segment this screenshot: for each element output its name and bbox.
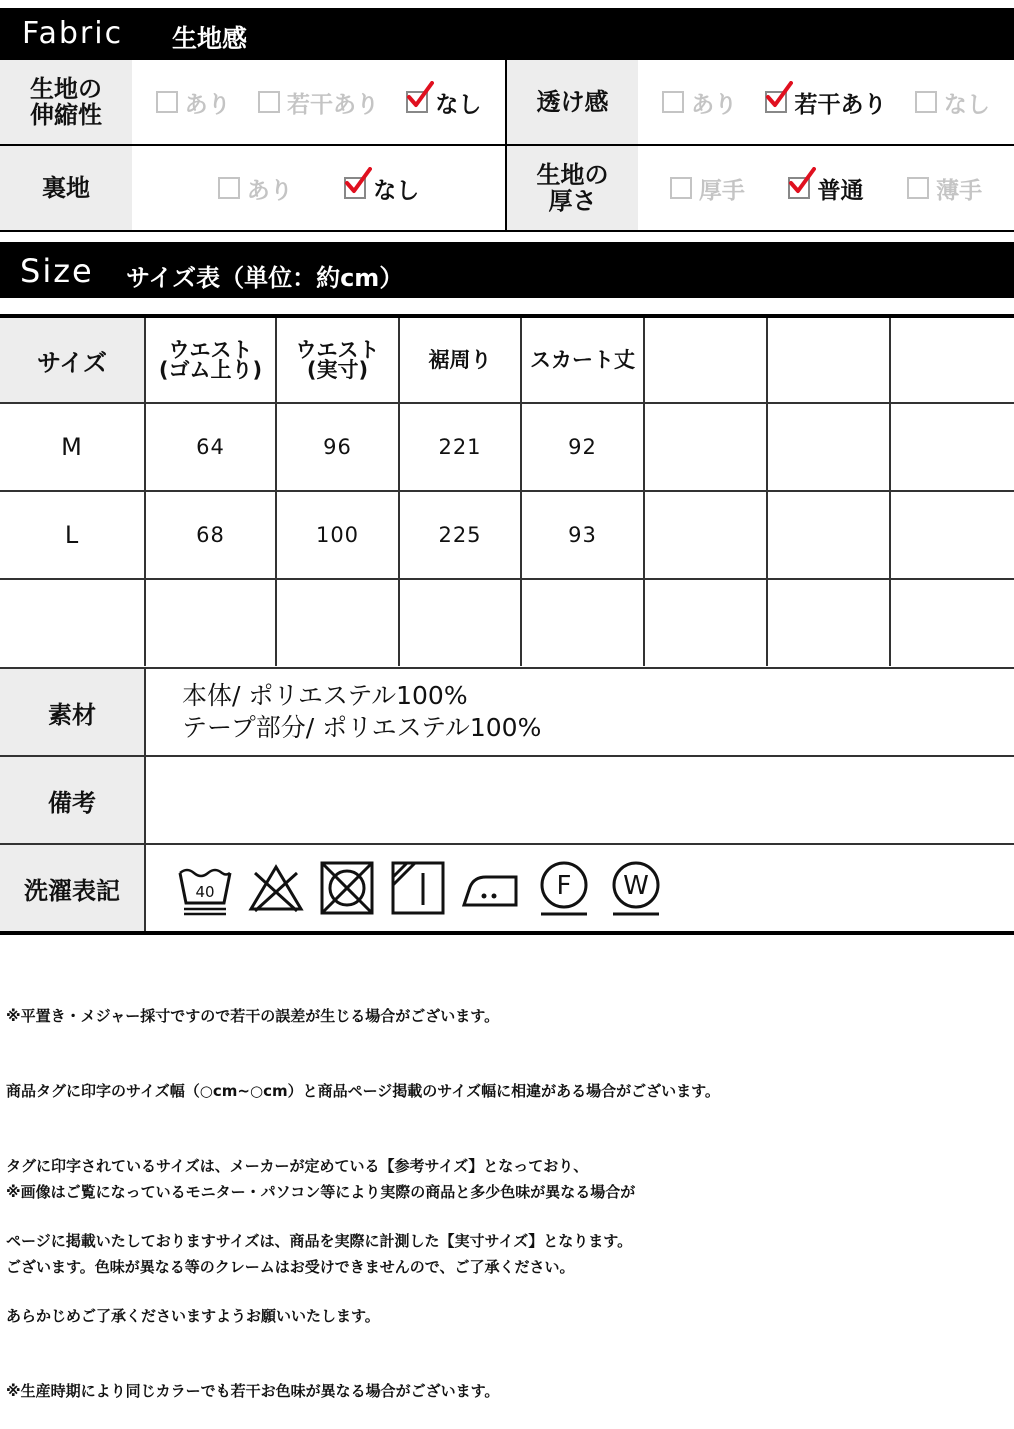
note-line: あらかじめご了承くださいますようお願いいたします。 xyxy=(6,1307,380,1325)
no-tumble-dry-icon xyxy=(318,859,376,917)
checked-checkbox-icon[interactable] xyxy=(406,91,428,113)
thickness-label-text: 生地の 厚さ xyxy=(536,161,609,215)
checkbox-icon[interactable] xyxy=(915,91,937,113)
empty-cell xyxy=(145,579,276,666)
empty-header-cell xyxy=(890,316,1014,403)
note-line: ございます。色味が異なる等のクレームはお受けできませんので、ご了承ください。 xyxy=(6,1258,575,1276)
checked-checkbox-icon[interactable] xyxy=(344,177,366,199)
option-label: 薄手 xyxy=(936,177,983,204)
material-line: テープ部分/ ポリエステル100% xyxy=(182,713,542,742)
material-label: 素材 xyxy=(0,668,145,756)
col-header-waist-elastic xyxy=(145,316,276,403)
empty-cell xyxy=(399,579,521,666)
option-label: 厚手 xyxy=(698,177,745,204)
check-mark-icon xyxy=(406,81,434,109)
checkbox-icon[interactable] xyxy=(662,91,684,113)
thickness-label xyxy=(506,145,638,231)
option-label: あり xyxy=(246,177,293,204)
stretch-label-text: 生地の 伸縮性 xyxy=(30,75,102,129)
size-cell: 68 xyxy=(145,491,276,579)
lining-label: 裏地 xyxy=(0,145,132,231)
option-label: あり xyxy=(691,91,738,118)
size-cell: 64 xyxy=(145,403,276,491)
size-header-jp: サイズ表（単位：約cm） xyxy=(126,264,404,292)
option-2[interactable] xyxy=(915,86,990,119)
option-1[interactable] xyxy=(344,172,419,205)
wash-40-icon xyxy=(176,859,234,917)
stretch-label xyxy=(0,59,132,145)
option-2[interactable] xyxy=(907,172,982,205)
remarks-label: 備考 xyxy=(0,756,145,844)
wet-clean-letter: W xyxy=(622,871,649,901)
size-cell: 221 xyxy=(399,403,521,491)
empty-cell xyxy=(0,579,145,666)
checkbox-icon[interactable] xyxy=(670,177,692,199)
option-1[interactable] xyxy=(788,172,863,205)
note-line: ※画像はご覧になっているモニター・パソコン等により実際の商品と多少色味が異なる場合が xyxy=(6,1183,636,1201)
col-header-skirt-length xyxy=(521,316,644,403)
fabric-header-jp: 生地感 xyxy=(172,24,248,53)
empty-cell xyxy=(644,403,767,491)
option-0[interactable] xyxy=(156,86,231,119)
size-cell: 96 xyxy=(276,403,399,491)
empty-cell xyxy=(276,579,399,666)
detail-table xyxy=(0,667,1014,935)
note-line: ページに掲載いたしておりますサイズは、商品を実際に計測した【実寸サイズ】となります。 xyxy=(6,1232,633,1250)
fabric-table xyxy=(0,58,1014,232)
size-header-en: Size xyxy=(20,252,94,290)
checkbox-icon[interactable] xyxy=(156,91,178,113)
checkbox-icon[interactable] xyxy=(258,91,280,113)
option-label: なし xyxy=(373,177,420,204)
option-label: 若干あり xyxy=(794,91,887,118)
material-line: 本体/ ポリエステル100% xyxy=(182,681,468,710)
lining-options xyxy=(132,145,506,231)
col-header-hem xyxy=(399,316,521,403)
empty-header-cell xyxy=(767,316,890,403)
option-label: 若干あり xyxy=(286,91,379,118)
empty-cell xyxy=(644,579,767,666)
option-0[interactable] xyxy=(670,172,745,205)
option-label: 普通 xyxy=(817,177,864,204)
sheer-label: 透け感 xyxy=(506,59,638,145)
dry-clean-letter: F xyxy=(556,871,572,901)
option-label: あり xyxy=(184,91,231,118)
size-label: L xyxy=(0,491,145,579)
check-mark-icon xyxy=(344,167,372,195)
size-table xyxy=(0,314,1014,666)
size-label: M xyxy=(0,403,145,491)
empty-cell xyxy=(767,403,890,491)
check-mark-icon xyxy=(788,167,816,195)
note-line: タグに印字されているサイズは、メーカーが定めている【参考サイズ】となっており、 xyxy=(6,1157,589,1175)
note-line: ※平置き・メジャー採寸ですので若干の誤差が生じる場合がございます。 xyxy=(6,1007,500,1025)
empty-cell xyxy=(767,491,890,579)
size-cell: 100 xyxy=(276,491,399,579)
care-symbols xyxy=(145,844,1014,933)
wash-temp-text: 40 xyxy=(195,883,215,901)
empty-cell xyxy=(890,491,1014,579)
col-header-line1: 裾周り xyxy=(428,348,492,372)
empty-header-cell xyxy=(644,316,767,403)
note-line: 商品タグに印字のサイズ幅（○cm~○cm）と商品ページ掲載のサイズ幅に相違がある場合がございます。 xyxy=(6,1082,720,1100)
option-label: なし xyxy=(435,91,482,118)
checked-checkbox-icon[interactable] xyxy=(765,91,787,113)
option-label: なし xyxy=(943,91,990,118)
empty-cell xyxy=(644,491,767,579)
option-0[interactable] xyxy=(218,172,293,205)
size-corner-header: サイズ xyxy=(0,316,145,403)
col-header-line1: ウエスト xyxy=(295,338,380,362)
col-header-line1: ウエスト xyxy=(168,338,253,362)
empty-cell xyxy=(890,579,1014,666)
empty-cell xyxy=(521,579,644,666)
col-header-line2: (ゴム上り) xyxy=(158,358,263,382)
size-row-m xyxy=(0,403,1014,491)
checkbox-icon[interactable] xyxy=(218,177,240,199)
iron-low-icon xyxy=(460,859,522,917)
size-row-l xyxy=(0,491,1014,579)
stretch-options xyxy=(132,59,506,145)
size-cell: 93 xyxy=(521,491,644,579)
option-1[interactable] xyxy=(258,86,379,119)
col-header-line1: スカート丈 xyxy=(530,348,635,372)
no-bleach-icon xyxy=(247,859,305,917)
thickness-options xyxy=(638,145,1014,231)
option-1[interactable] xyxy=(765,86,886,119)
size-row-empty xyxy=(0,579,1014,666)
fabric-header-bar xyxy=(0,8,1014,58)
checked-checkbox-icon[interactable] xyxy=(788,177,810,199)
care-label: 洗濯表記 xyxy=(0,844,145,933)
note-line: ※生産時期により同じカラーでも若干お色味が異なる場合がございます。 xyxy=(6,1382,500,1400)
remarks-value xyxy=(145,756,1014,844)
empty-cell xyxy=(890,403,1014,491)
sheer-options xyxy=(638,59,1014,145)
fabric-header-en: Fabric xyxy=(22,16,124,51)
option-2[interactable] xyxy=(406,86,481,119)
col-header-line2: (実寸) xyxy=(306,358,369,382)
line-dry-shade-icon xyxy=(389,859,447,917)
material-text xyxy=(145,668,1014,756)
option-0[interactable] xyxy=(662,86,737,119)
size-cell: 225 xyxy=(399,491,521,579)
col-header-waist-actual xyxy=(276,316,399,403)
checkbox-icon[interactable] xyxy=(907,177,929,199)
notes-block-2 xyxy=(6,1130,635,1305)
size-header-bar xyxy=(0,242,1014,298)
size-cell: 92 xyxy=(521,403,644,491)
empty-cell xyxy=(767,579,890,666)
wet-clean-w-icon xyxy=(607,859,665,917)
dry-clean-f-icon xyxy=(535,859,593,917)
check-mark-icon xyxy=(765,81,793,109)
